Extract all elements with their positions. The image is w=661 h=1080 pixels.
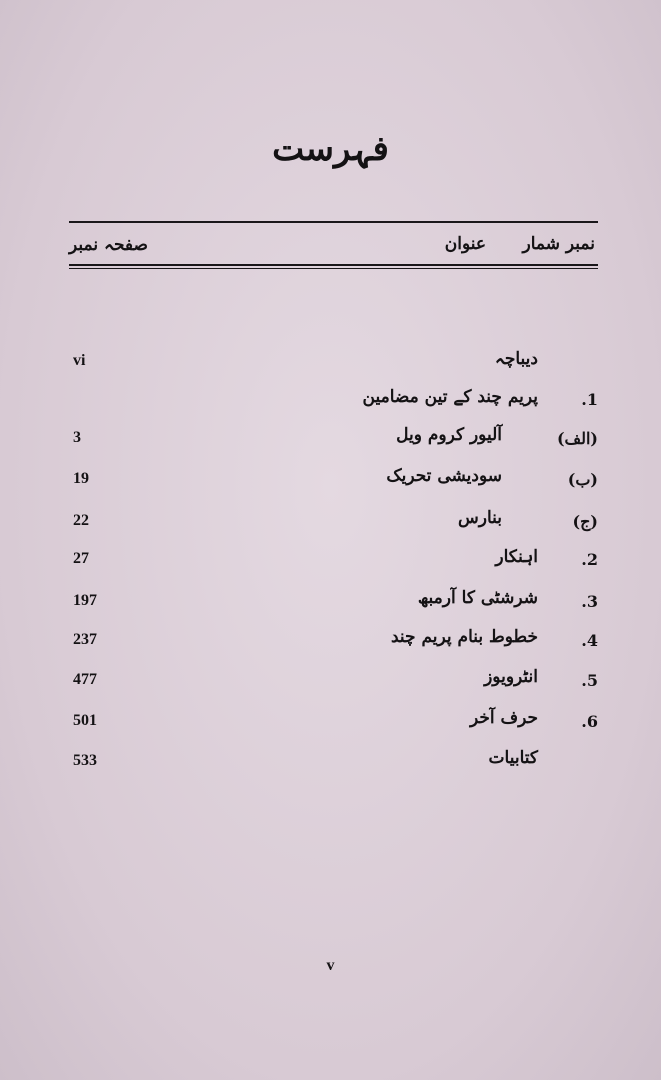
toc-entry: [69, 386, 598, 416]
toc-entry: [69, 748, 598, 778]
entry-page: 22: [73, 512, 89, 529]
toc-entry: [69, 466, 598, 496]
toc-entry: [69, 667, 598, 697]
entry-page: 3: [73, 429, 81, 446]
toc-entry: [69, 425, 598, 455]
entry-title: بنارس: [457, 508, 502, 528]
toc-entry: [69, 348, 598, 378]
top-divider: [69, 221, 598, 223]
page-folio: v: [326, 957, 335, 974]
entry-page: 27: [73, 550, 89, 567]
entry-title: سودیشی تحریک: [386, 466, 502, 486]
toc-entry: [69, 708, 598, 738]
entry-number: (الف): [556, 429, 598, 448]
entry-number: (ب): [567, 470, 598, 489]
header-page-no: صفحہ نمبر: [69, 235, 148, 255]
entry-title: دیباچہ: [494, 349, 538, 369]
entry-number: .5: [581, 671, 598, 690]
header-heading: عنوان: [444, 234, 486, 254]
entry-page: vi: [73, 352, 86, 369]
toc-entry: [69, 546, 598, 576]
toc-entry: [69, 508, 598, 538]
entry-number: (ج): [572, 512, 598, 531]
entry-title: کتابیات: [488, 748, 538, 768]
entry-number: .1: [581, 390, 598, 409]
header-divider-thin: [69, 268, 598, 269]
entry-title: پریم چند کے تین مضامین: [362, 387, 538, 407]
entry-page: 197: [73, 592, 97, 609]
entry-title: انٹرویوز: [484, 667, 538, 687]
entry-title: شرشٹی کا آرمبھ: [417, 588, 538, 608]
entry-number: .2: [581, 550, 598, 569]
entry-title: خطوط بنام پریم چند: [391, 627, 538, 647]
entry-page: 501: [73, 712, 97, 729]
entry-page: 19: [73, 470, 89, 487]
header-divider: [69, 264, 598, 266]
entry-title: آلیور کروم ویل: [396, 425, 502, 445]
entry-number: .3: [581, 592, 598, 611]
entry-number: .4: [581, 631, 598, 650]
entry-title: اہنکار: [495, 547, 538, 567]
entry-page: 533: [73, 752, 97, 769]
header-serial-no: نمبر شمار: [522, 234, 595, 254]
entry-page: 237: [73, 631, 97, 648]
page-title: فہرست: [272, 129, 389, 169]
entry-number: .6: [581, 712, 598, 731]
toc-entry: [69, 588, 598, 618]
entry-page: 477: [73, 671, 97, 688]
toc-entry: [69, 627, 598, 657]
entry-title: حرف آخر: [469, 708, 538, 728]
